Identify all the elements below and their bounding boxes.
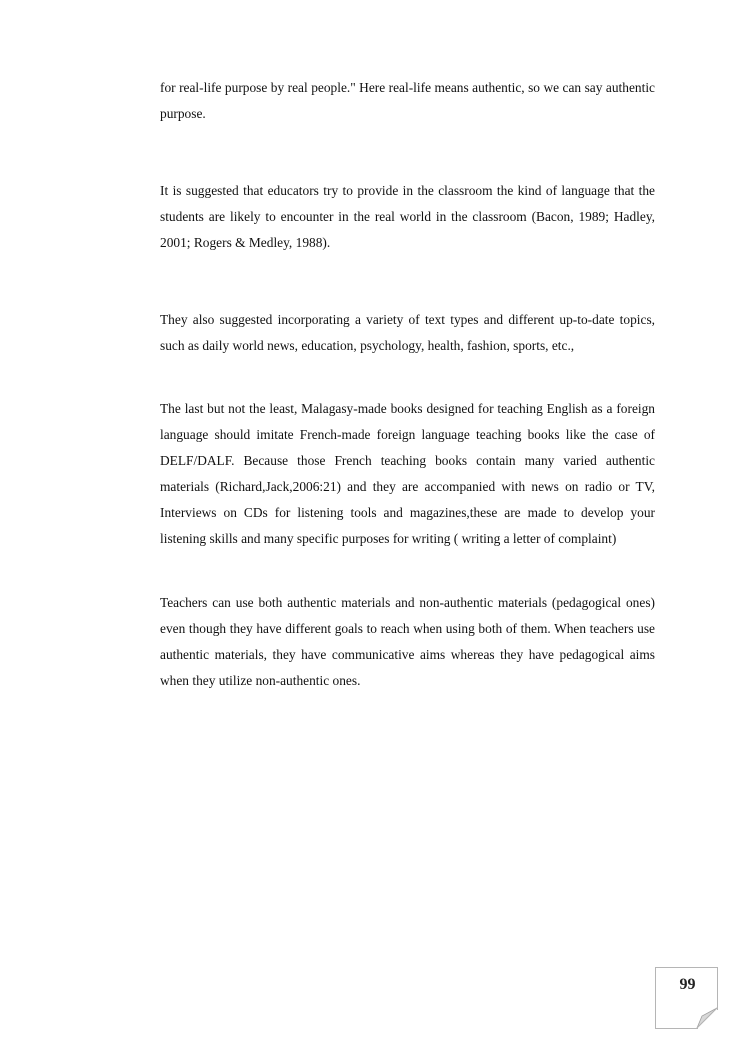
paragraph-3: They also suggested incorporating a variety of text types and different up-to-date topics, such as daily world news, education, psychology, health, fashion, sports, etc., — [160, 312, 655, 353]
paragraph-5: Teachers can use both authentic materials and non-authentic materials (pedagogical ones) even though they have different goals to reach when using both of them. When teachers use authentic materials, they have communicative aims whereas they have pedagogical aims when they utilize non-authentic ones. — [160, 595, 655, 688]
page-number-box — [655, 967, 718, 1029]
paragraph-2: It is suggested that educators try to provide in the classroom the kind of language that the students are likely to encounter in the real world in the classroom (Bacon, 1989; Hadley, 2001; Rogers & Medley, 1988). — [160, 183, 655, 250]
paragraph-1: for real-life purpose by real people." Here real-life means authentic, so we can say authentic purpose. — [160, 80, 655, 121]
paragraph-4: The last but not the least, Malagasy-made books designed for teaching English as a foreign language should imitate French-made foreign language teaching books like the case of DELF/DALF. Because those French teaching books contain many varied authentic materials (Richard,Jack,2006:21) and they are accompanied with news on radio or TV, Interviews on CDs for listening tools and magazines,these are made to develop your listening skills and many specific purposes for writing ( writing a letter of complaint) — [160, 401, 655, 546]
page-number: 99 — [679, 976, 696, 993]
page-curl-icon — [696, 1007, 718, 1029]
